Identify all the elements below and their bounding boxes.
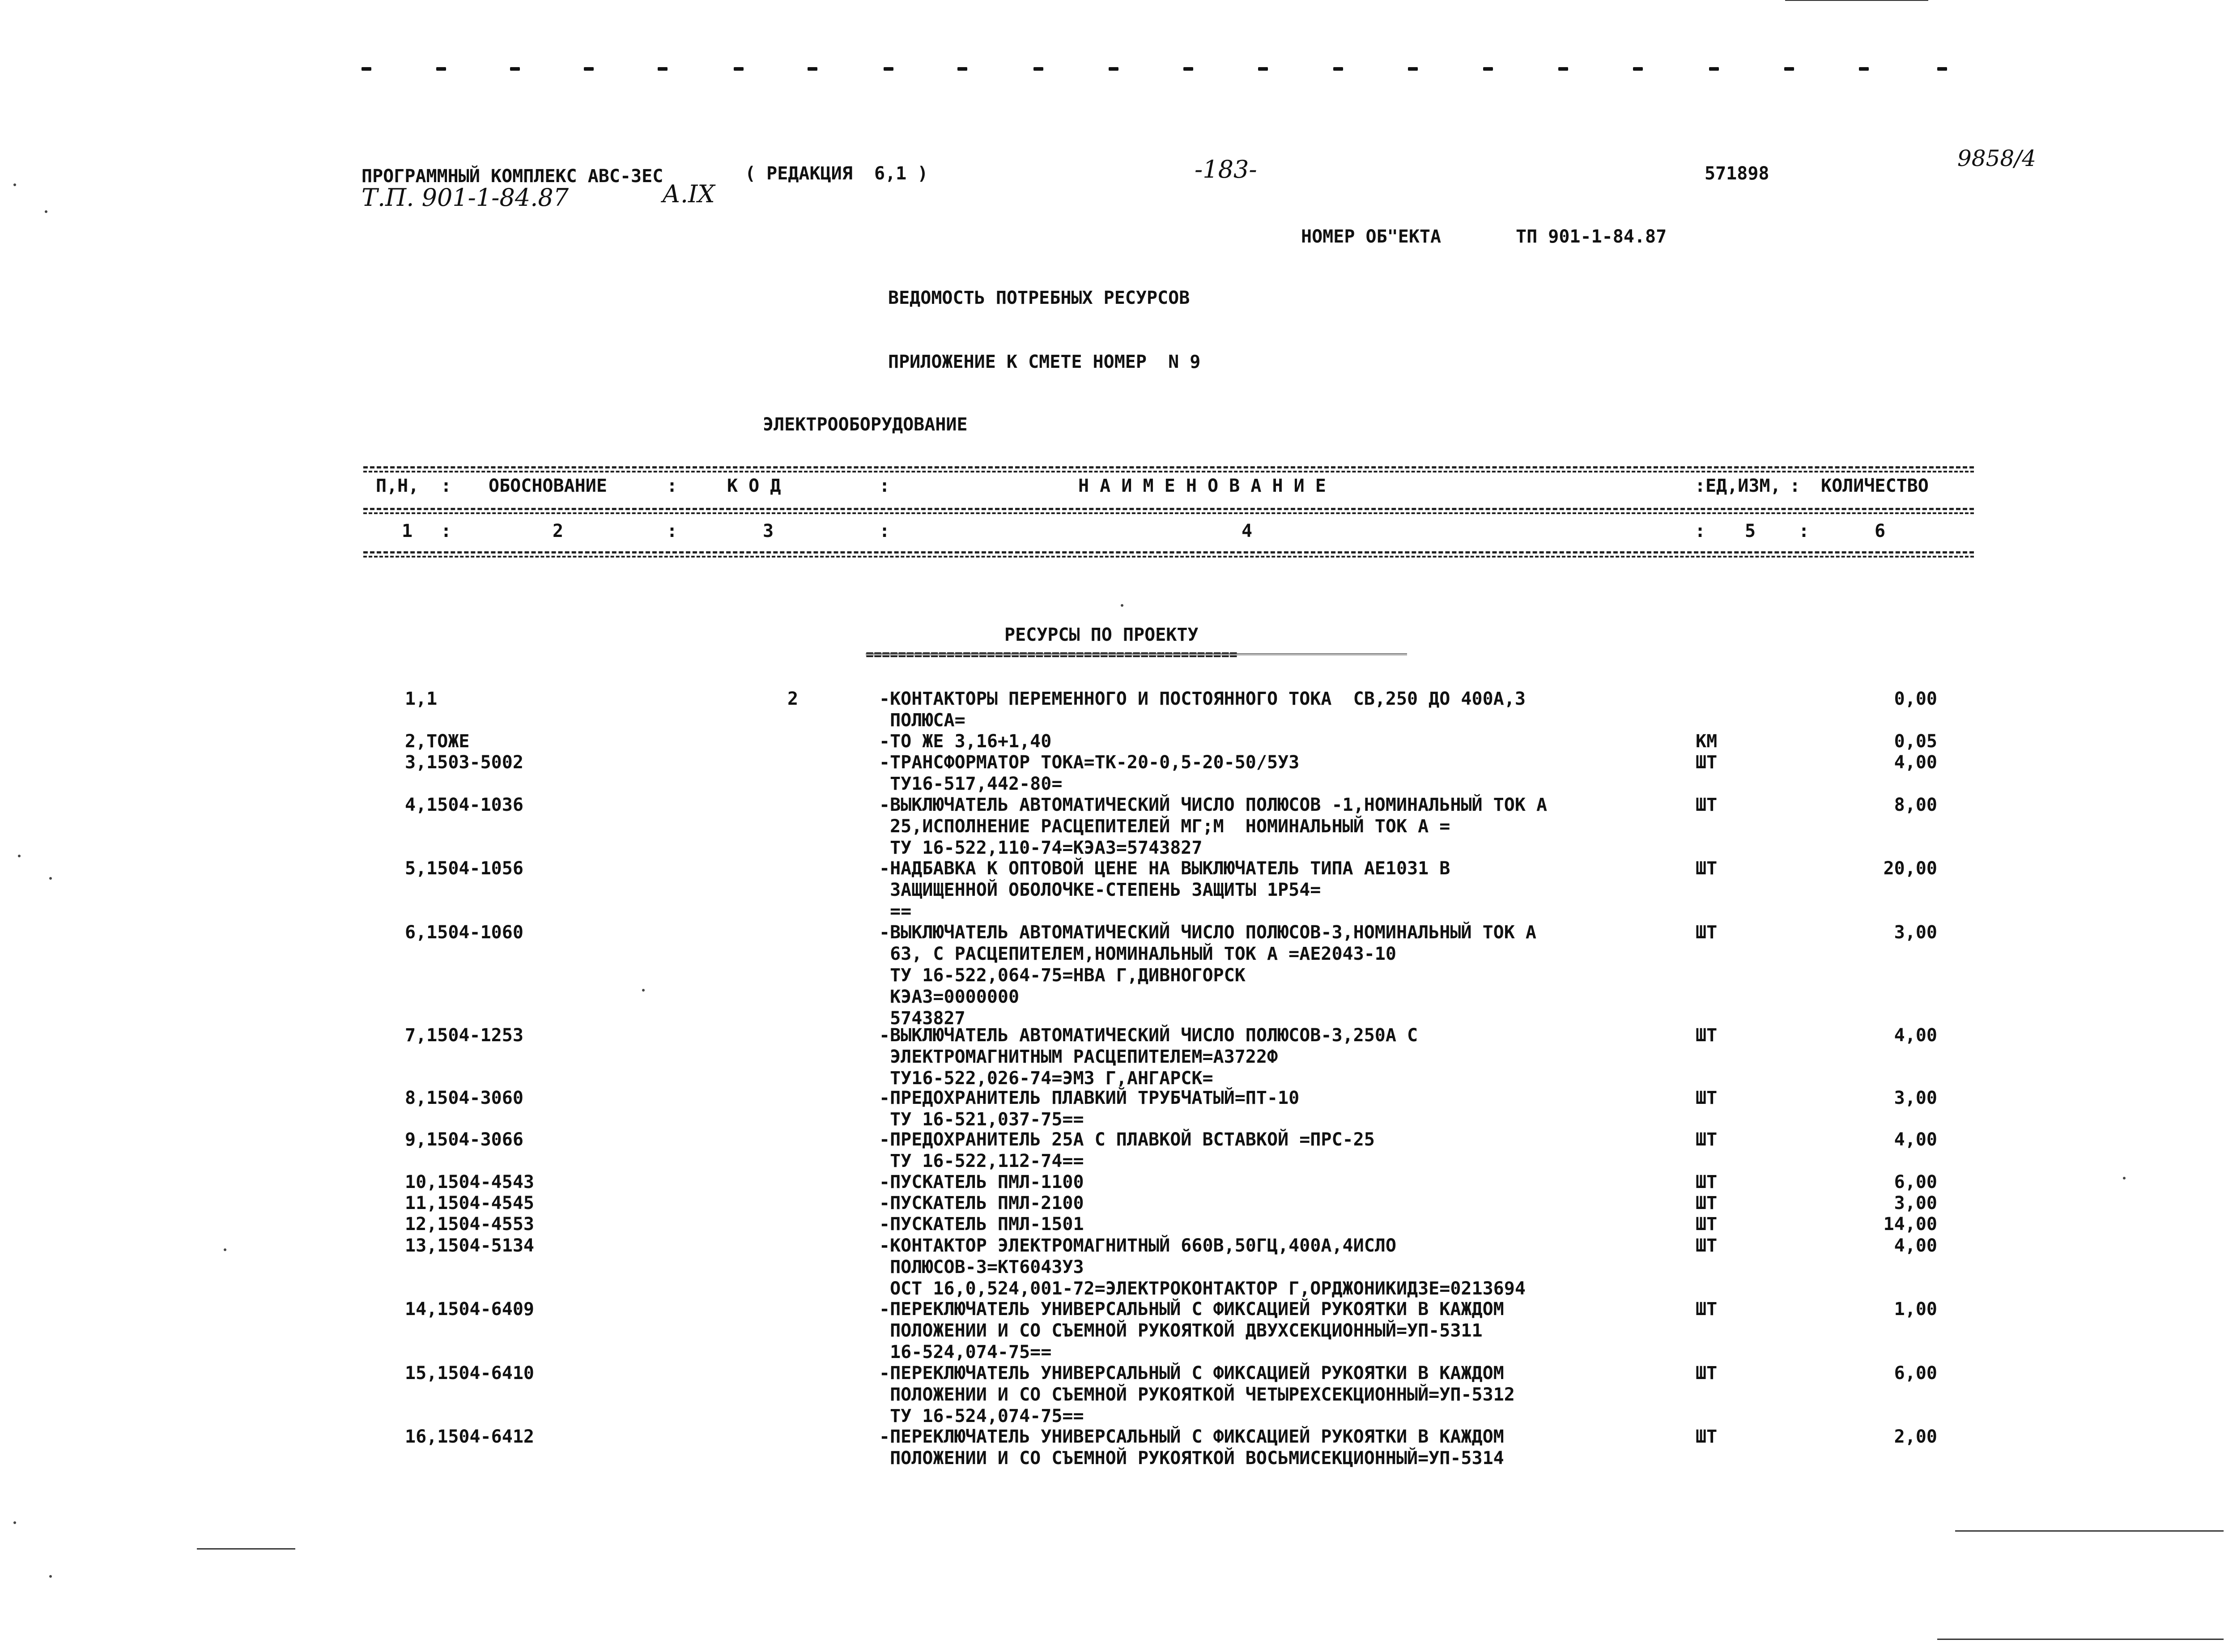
- description-line: -ВЫКЛЮЧАТЕЛЬ АВТОМАТИЧЕСКИЙ ЧИСЛО ПОЛЮСОВ-3,НОМИНАЛЬНЫЙ ТОК А: [879, 922, 1537, 943]
- row-description: [879, 922, 1536, 1029]
- column-separator: :: [441, 476, 452, 496]
- scan-speck: [2123, 1177, 2126, 1179]
- description-line: -ПРЕДОХРАНИТЕЛЬ ПЛАВКИЙ ТРУБЧАТЫЙ=ПТ-10: [879, 1088, 1300, 1108]
- row-unit: ШТ: [1696, 752, 1718, 773]
- row-number: 6,1504-1060: [405, 922, 523, 943]
- description-line: ПОЛЮСА=: [879, 710, 965, 731]
- row-number: 15,1504-6410: [405, 1363, 534, 1384]
- description-line: ОСТ 16,0,524,001-72=ЭЛЕКТРОКОНТАКТОР Г,ОРДЖОНИКИДЗЕ=0213694: [879, 1278, 1526, 1299]
- row-number: 13,1504-5134: [405, 1235, 534, 1256]
- row-unit: ШТ: [1696, 1426, 1718, 1447]
- row-number: 9,1504-3066: [405, 1129, 523, 1150]
- row-quantity: 20,00: [1883, 858, 1937, 879]
- row-unit: ШТ: [1696, 1172, 1718, 1192]
- row-description: [879, 1299, 1504, 1363]
- description-line: ТУ 16-522,110-74=КЭАЗ=5743827: [879, 838, 1203, 858]
- page-number: -183-: [1195, 155, 1257, 183]
- column-number: 3: [763, 521, 774, 541]
- scan-mark: [197, 1548, 295, 1550]
- column-header-name: Н А И М Е Н О В А Н И Е: [1078, 476, 1326, 496]
- handwritten-project-number: Т.П. 901-1-84.87: [361, 183, 569, 212]
- description-line: -ПРЕДОХРАНИТЕЛЬ 25А С ПЛАВКОЙ ВСТАВКОЙ =ПРС-25: [879, 1129, 1375, 1150]
- description-line: ТУ 16-522,112-74==: [879, 1151, 1084, 1171]
- row-quantity: 0,05: [1894, 731, 1937, 752]
- row-unit: ШТ: [1696, 922, 1718, 943]
- row-quantity: 4,00: [1894, 1235, 1937, 1256]
- scan-speck: [45, 210, 47, 213]
- row-quantity: 4,00: [1894, 1129, 1937, 1150]
- description-line: -КОНТАКТОР ЭЛЕКТРОМАГНИТНЫЙ 660В,50ГЦ,400А,4ИСЛО: [879, 1235, 1396, 1256]
- scan-speck: [224, 1248, 226, 1251]
- edition: ( РЕДАКЦИЯ 6,1 ): [745, 163, 928, 184]
- column-separator: :: [667, 476, 678, 496]
- description-line: -ПУСКАТЕЛЬ ПМЛ-1100: [879, 1172, 1084, 1192]
- description-line: 5743827: [879, 1008, 965, 1029]
- scan-speck: [1121, 604, 1123, 607]
- row-number: 7,1504-1253: [405, 1025, 523, 1046]
- row-description: [879, 1213, 1084, 1235]
- row-quantity: 4,00: [1894, 1025, 1937, 1046]
- row-number: 4,1504-1036: [405, 795, 523, 815]
- scan-speck: [13, 183, 16, 186]
- row-number: 2,ТОЖЕ: [405, 731, 470, 752]
- column-header-unit: ЕД,ИЗМ,: [1705, 476, 1781, 496]
- row-number: 11,1504-4545: [405, 1193, 534, 1213]
- row-unit: ШТ: [1696, 1235, 1718, 1256]
- description-line: ТУ 16-522,064-75=НВА Г,ДИВНОГОРСК: [879, 965, 1246, 986]
- column-number: 2: [553, 521, 564, 541]
- scan-mark: [1785, 0, 1928, 1]
- description-line: -ТО ЖЕ 3,16+1,40: [879, 731, 1052, 752]
- description-line: КЭАЗ=0000000: [879, 987, 1020, 1007]
- column-number: 4: [1242, 521, 1253, 541]
- row-unit: ШТ: [1696, 858, 1718, 879]
- row-description: [879, 1362, 1515, 1427]
- scan-speck: [49, 1575, 52, 1578]
- scan-speck: [13, 1521, 16, 1524]
- description-line: ==: [879, 901, 912, 922]
- row-description: [879, 1192, 1084, 1214]
- row-number: 3,1503-5002: [405, 752, 523, 773]
- row-number: 12,1504-4553: [405, 1214, 534, 1235]
- column-separator: :: [879, 476, 890, 496]
- scan-speck: [49, 877, 52, 880]
- document-code: 571898: [1705, 163, 1769, 184]
- column-number: 5: [1745, 521, 1756, 541]
- document-subtitle: ПРИЛОЖЕНИЕ К СМЕТЕ НОМЕР N 9: [888, 352, 1201, 372]
- row-unit: ШТ: [1696, 795, 1718, 815]
- scan-mark: [1937, 1639, 2224, 1640]
- description-line: ПОЛОЖЕНИИ И СО СЪЕМНОЙ РУКОЯТКОЙ ВОСЬМИСЕКЦИОННЫЙ=УП-5314: [879, 1448, 1504, 1469]
- row-code: 2: [787, 689, 799, 709]
- row-unit: ШТ: [1696, 1025, 1718, 1046]
- row-description: [879, 858, 1450, 922]
- object-label: НОМЕР ОБ"ЕКТА: [1301, 226, 1442, 247]
- description-line: -ВЫКЛЮЧАТЕЛЬ АВТОМАТИЧЕСКИЙ ЧИСЛО ПОЛЮСОВ-3,250А С: [879, 1025, 1418, 1046]
- description-line: ТУ 16-524,074-75==: [879, 1406, 1084, 1426]
- row-quantity: 3,00: [1894, 1193, 1937, 1213]
- row-number: 1,1: [405, 689, 438, 709]
- row-description: [879, 794, 1547, 859]
- row-description: [879, 1025, 1418, 1089]
- row-description: [879, 1426, 1504, 1469]
- description-line: ТУ16-522,026-74=ЭМЗ Г,АНГАРСК=: [879, 1068, 1213, 1089]
- description-line: ПОЛЮСОВ-3=КТ6043УЗ: [879, 1257, 1084, 1277]
- row-unit: ШТ: [1696, 1129, 1718, 1150]
- column-number: 1: [402, 521, 413, 541]
- row-description: [879, 731, 1051, 752]
- row-quantity: 8,00: [1894, 795, 1937, 815]
- description-line: ЭЛЕКТРОМАГНИТНЫМ РАСЦЕПИТЕЛЕМ=А3722Ф: [879, 1047, 1278, 1067]
- scan-mark: [1955, 1530, 2224, 1532]
- row-description: [879, 1129, 1375, 1172]
- column-header-basis: ОБОСНОВАНИЕ: [489, 476, 607, 496]
- description-line: -ПЕРЕКЛЮЧАТЕЛЬ УНИВЕРСАЛЬНЫЙ С ФИКСАЦИЕЙ РУКОЯТКИ В КАЖДОМ: [879, 1299, 1504, 1320]
- row-description: [879, 1171, 1084, 1193]
- section-underline-text: ==============================================: [866, 647, 1237, 663]
- column-separator: :: [1695, 476, 1706, 496]
- row-quantity: 4,00: [1894, 752, 1937, 773]
- description-line: -ПУСКАТЕЛЬ ПМЛ-1501: [879, 1214, 1084, 1235]
- column-separator: :: [1799, 521, 1810, 541]
- row-unit: ШТ: [1696, 1363, 1718, 1384]
- row-number: 5,1504-1056: [405, 858, 523, 879]
- row-quantity: 14,00: [1883, 1214, 1937, 1235]
- description-line: ТУ 16-521,037-75==: [879, 1109, 1084, 1130]
- row-number: 10,1504-4543: [405, 1172, 534, 1192]
- row-unit: КМ: [1696, 731, 1718, 752]
- row-quantity: 1,00: [1894, 1299, 1937, 1320]
- program-name: ПРОГРАММНЫЙ КОМПЛЕКС АВС-ЗЕС: [361, 166, 663, 187]
- scan-speck: [18, 855, 21, 857]
- sheet-note: 9858/4: [1957, 145, 2036, 171]
- description-line: -НАДБАВКА К ОПТОВОЙ ЦЕНЕ НА ВЫКЛЮЧАТЕЛЬ ТИПА АЕ1031 В: [879, 858, 1450, 879]
- resources-section-title: РЕСУРСЫ ПО ПРОЕКТУ: [1004, 625, 1199, 645]
- row-number: 14,1504-6409: [405, 1299, 534, 1320]
- row-quantity: 0,00: [1894, 689, 1937, 709]
- header-mid-rule-2: [363, 512, 1974, 514]
- column-number: 6: [1875, 521, 1886, 541]
- column-header-code: К О Д: [727, 476, 781, 496]
- scan-speck: [642, 989, 645, 992]
- column-header-item: П,Н,: [376, 476, 419, 496]
- object-number: ТП 901-1-84.87: [1516, 226, 1667, 247]
- column-header-quantity: КОЛИЧЕСТВО: [1821, 476, 1929, 496]
- row-quantity: 3,00: [1894, 1088, 1937, 1108]
- document-title: ВЕДОМОСТЬ ПОТРЕБНЫХ РЕСУРСОВ: [888, 288, 1190, 308]
- row-quantity: 2,00: [1894, 1426, 1937, 1447]
- header-bottom-rule-2: [363, 556, 1974, 558]
- column-separator: :: [441, 521, 452, 541]
- row-number: 16,1504-6412: [405, 1426, 534, 1447]
- column-separator: :: [1790, 476, 1801, 496]
- row-quantity: 6,00: [1894, 1363, 1937, 1384]
- row-description: [879, 688, 1526, 731]
- description-line: -ПЕРЕКЛЮЧАТЕЛЬ УНИВЕРСАЛЬНЫЙ С ФИКСАЦИЕЙ РУКОЯТКИ В КАЖДОМ: [879, 1426, 1504, 1447]
- handwritten-album: А.IX: [662, 180, 715, 208]
- description-line: -ПЕРЕКЛЮЧАТЕЛЬ УНИВЕРСАЛЬНЫЙ С ФИКСАЦИЕЙ РУКОЯТКИ В КАЖДОМ: [879, 1363, 1504, 1384]
- description-line: 63, С РАСЦЕПИТЕЛЕМ,НОМИНАЛЬНЫЙ ТОК А =АЕ2043-10: [879, 944, 1396, 964]
- description-line: -ВЫКЛЮЧАТЕЛЬ АВТОМАТИЧЕСКИЙ ЧИСЛО ПОЛЮСОВ -1,НОМИНАЛЬНЫЙ ТОК А: [879, 795, 1548, 815]
- row-unit: ШТ: [1696, 1214, 1718, 1235]
- row-unit: ШТ: [1696, 1193, 1718, 1213]
- description-line: -ПУСКАТЕЛЬ ПМЛ-2100: [879, 1193, 1084, 1213]
- row-description: [879, 752, 1299, 795]
- row-quantity: 3,00: [1894, 922, 1937, 943]
- description-line: 16-524,074-75==: [879, 1342, 1052, 1362]
- column-separator: :: [667, 521, 678, 541]
- table-top-rule-2: [363, 471, 1974, 473]
- header-mid-rule: [363, 508, 1974, 510]
- row-unit: ШТ: [1696, 1088, 1718, 1108]
- description-line: 25,ИСПОЛНЕНИЕ РАСЦЕПИТЕЛЕЙ МГ;М НОМИНАЛЬНЫЙ ТОК А =: [879, 816, 1450, 837]
- row-unit: ШТ: [1696, 1299, 1718, 1320]
- description-line: ПОЛОЖЕНИИ И СО СЪЕМНОЙ РУКОЯТКОЙ ЧЕТЫРЕХСЕКЦИОННЫЙ=УП-5312: [879, 1384, 1515, 1405]
- table-top-rule: [363, 466, 1974, 468]
- header-bottom-rule: [363, 551, 1974, 554]
- description-line: ПОЛОЖЕНИИ И СО СЪЕМНОЙ РУКОЯТКОЙ ДВУХСЕКЦИОННЫЙ=УП-5311: [879, 1320, 1483, 1341]
- row-description: [879, 1235, 1526, 1299]
- section-heading: ЭЛЕКТРООБОРУДОВАНИЕ: [763, 414, 968, 435]
- description-line: -ТРАНСФОРМАТОР ТОКА=ТК-20-0,5-20-50/5УЗ: [879, 752, 1300, 773]
- row-quantity: 6,00: [1894, 1172, 1937, 1192]
- column-separator: :: [879, 521, 890, 541]
- row-number: 8,1504-3060: [405, 1088, 523, 1108]
- description-line: ТУ16-517,442-80=: [879, 774, 1063, 794]
- row-description: [879, 1087, 1299, 1130]
- column-separator: :: [1695, 521, 1706, 541]
- description-line: -КОНТАКТОРЫ ПЕРЕМЕННОГО И ПОСТОЯННОГО ТОКА СВ,250 ДО 400А,3: [879, 689, 1526, 709]
- description-line: ЗАЩИЩЕННОЙ ОБОЛОЧКЕ-СТЕПЕНЬ ЗАЩИТЫ 1Р54=: [879, 880, 1321, 900]
